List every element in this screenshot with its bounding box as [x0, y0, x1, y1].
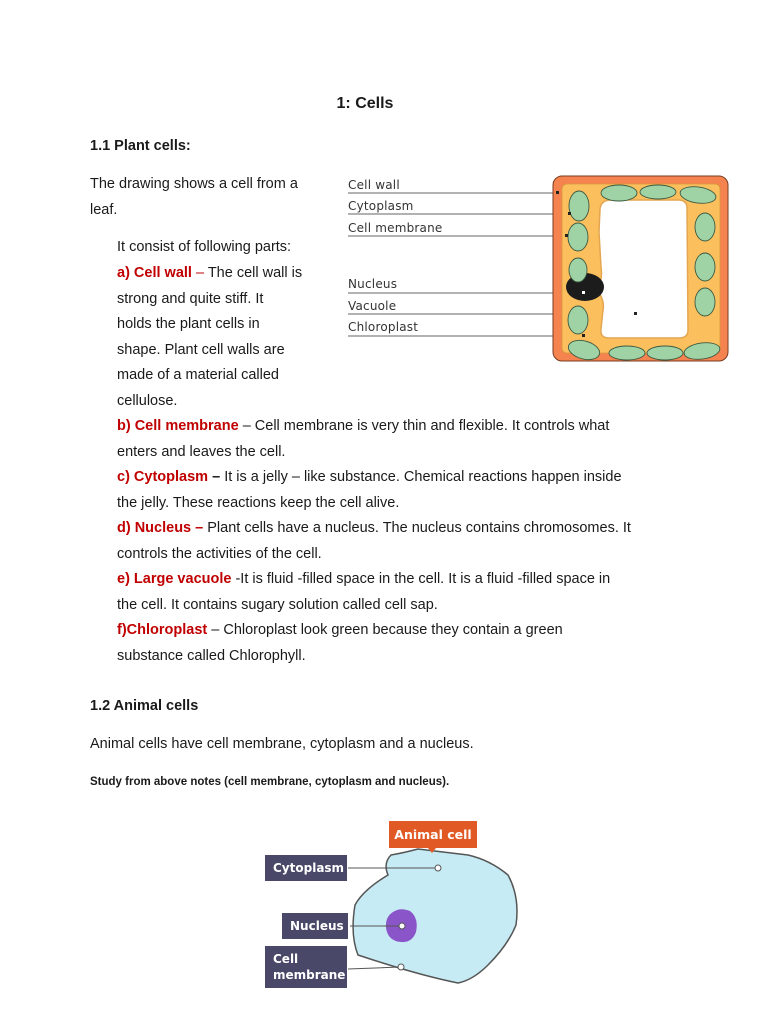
- separator: –: [191, 265, 208, 281]
- part-cell-membrane: [117, 414, 717, 465]
- part-text: enters and leaves the cell.: [117, 443, 286, 460]
- part-text: Cell membrane is very thin and flexible. It controls what: [254, 418, 610, 434]
- animal-cell-diagram: [258, 815, 528, 995]
- part-text: the jelly. These reactions keep the cell alive.: [117, 494, 400, 511]
- animal-intro: Animal cells have cell membrane, cytoplasm and a nucleus.: [90, 736, 474, 752]
- label-tag-cell-membrane-line-1: Cell: [273, 952, 299, 966]
- part-large-vacuole: [117, 567, 717, 618]
- diagram-label-cytoplasm: Cytoplasm: [348, 199, 414, 213]
- diagram-label-chloroplast: Chloroplast: [348, 320, 419, 334]
- part-text: -It is fluid -filled space in the cell. It is a fluid -filled space in: [235, 571, 611, 587]
- animal-cell-title-tag: Animal cell: [389, 821, 477, 848]
- part-label: c) Cytoplasm: [117, 469, 209, 485]
- plant-cell-illustration: [345, 172, 735, 367]
- label-tag-nucleus: Nucleus: [282, 913, 348, 939]
- part-text: the cell. It contains sugary solution called cell sap.: [117, 596, 438, 613]
- plant-intro-line-2: leaf.: [90, 201, 118, 218]
- part-nucleus: [117, 516, 717, 567]
- part-label: e) Large vacuole: [117, 571, 232, 587]
- plant-intro-line-1: The drawing shows a cell from a: [90, 176, 298, 192]
- part-text: The cell wall is: [207, 265, 303, 281]
- separator: –: [208, 469, 225, 485]
- label-tag-cytoplasm: Cytoplasm: [265, 855, 347, 881]
- part-text: shape. Plant cell walls are: [117, 341, 285, 358]
- part-text: made of a material called: [117, 367, 279, 383]
- part-text: Chloroplast look green because they contain a green: [223, 622, 563, 638]
- part-text: substance called Chlorophyll.: [117, 647, 306, 664]
- part-label: f)Chloroplast: [117, 622, 208, 638]
- part-text: strong and quite stiff. It: [117, 290, 264, 307]
- part-text: Plant cells have a nucleus. The nucleus contains chromosomes. It: [207, 520, 631, 536]
- parts-intro: It consist of following parts:: [117, 239, 292, 255]
- separator: –: [207, 622, 224, 638]
- plant-cell-diagram: [345, 172, 735, 367]
- part-text: holds the plant cells in: [117, 316, 260, 332]
- part-text: It is a jelly – like substance. Chemical reactions happen inside: [224, 469, 622, 485]
- separator: –: [238, 418, 255, 434]
- label-tag-cell-membrane: [265, 946, 347, 988]
- section-heading-animal-cells: 1.2 Animal cells: [90, 698, 199, 714]
- label-tag-cell-membrane-line-2: membrane: [273, 968, 346, 982]
- section-heading-plant-cells: 1.1 Plant cells:: [90, 138, 191, 154]
- study-note: Study from above notes (cell membrane, cytoplasm and nucleus).: [90, 776, 450, 788]
- part-text: cellulose.: [117, 392, 178, 409]
- part-label: a) Cell wall: [117, 265, 192, 281]
- parts-list: [117, 414, 717, 669]
- plant-intro: [90, 172, 298, 223]
- diagram-label-cell-membrane: Cell membrane: [348, 221, 443, 235]
- part-chloroplast: [117, 618, 717, 669]
- diagram-label-cell-wall: Cell wall: [348, 178, 400, 192]
- diagram-label-nucleus: Nucleus: [348, 277, 398, 291]
- part-label: d) Nucleus –: [117, 520, 204, 536]
- part-text: controls the activities of the cell.: [117, 545, 322, 562]
- part-label: b) Cell membrane: [117, 418, 239, 434]
- part-cytoplasm: [117, 465, 717, 516]
- page-title: 1: Cells: [336, 95, 394, 112]
- part-cell-wall: [117, 261, 347, 414]
- diagram-label-vacuole: Vacuole: [348, 299, 397, 313]
